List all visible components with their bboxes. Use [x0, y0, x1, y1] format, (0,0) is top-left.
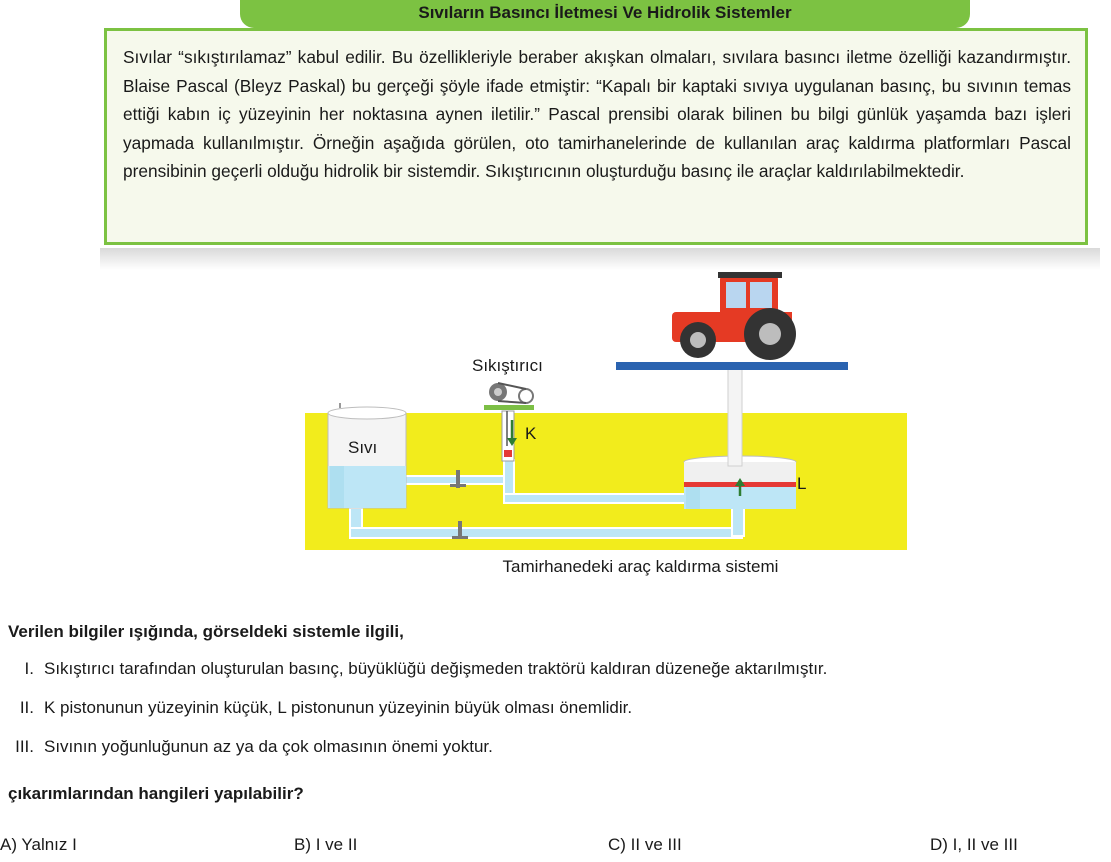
- diagram-caption: Tamirhanedeki araç kaldırma sistemi: [502, 557, 779, 576]
- option-c[interactable]: C) II ve III: [608, 835, 682, 854]
- option-b[interactable]: B) I ve II: [294, 835, 358, 854]
- piston-l-label: L: [797, 474, 807, 493]
- hydraulic-diagram: [300, 270, 920, 560]
- tractor-graphic: [672, 272, 796, 360]
- statement-text: Sıkıştırıcı tarafından oluşturulan basınç, büyüklüğü değişmeden traktörü kaldıran düzeneğe aktarılmıştır.: [44, 659, 828, 678]
- option-d[interactable]: D) I, II ve III: [930, 835, 1018, 854]
- statement-number: I.: [24, 659, 34, 678]
- question-intro: Verilen bilgiler ışığında, görseldeki sistemle ilgili,: [8, 622, 404, 641]
- info-text: Sıvılar “sıkıştırılamaz” kabul edilir. Bu özellikleriyle beraber akışkan olmaları, sıvılara basıncı iletme özelliği kazandırmıştır. Blaise Pascal (Bleyz Paskal) bu gerçeği şöyle ifade etmiştir: “Kapalı bir kaptaki sıvıya uygulanan basınç, bu sıvının temas ettiği kabın iç yüzeyinin her noktasına aynen iletilir.” Pascal prensibi olarak bilinen bu bilgi günlük yaşamda bazı işleri yapmada kullanılmıştır. Örneğin aşağıda görülen, oto tamirhanelerinde de kullanılan araç kaldırma platformları Pascal prensibinin geçerli olduğu hidrolik bir sistemdir. Sıkıştırıcının oluşturduğu basınç ile araçlar kaldırılabilmektedir.: [123, 47, 1071, 182]
- statement-text: K pistonunun yüzeyinin küçük, L pistonunun yüzeyinin büyük olması önemlidir.: [44, 698, 633, 717]
- statement-number: II.: [19, 698, 34, 717]
- statement-number: III.: [15, 737, 34, 756]
- info-box: [104, 28, 1088, 245]
- compressor-label: Sıkıştırıcı: [472, 356, 543, 375]
- piston-k-label: K: [525, 424, 537, 443]
- question-ask: çıkarımlarından hangileri yapılabilir?: [8, 784, 304, 803]
- hydraulic-diagram-svg: [300, 270, 920, 560]
- info-box-shadow: [100, 248, 1100, 270]
- section-title: Sıvıların Basıncı İletmesi Ve Hidrolik Sistemler: [418, 3, 792, 22]
- section-title-tab: [240, 0, 970, 28]
- tank-label: Sıvı: [348, 438, 378, 457]
- lift-platform: [616, 362, 848, 370]
- option-a[interactable]: A) Yalnız I: [0, 835, 77, 854]
- statement-text: Sıvının yoğunluğunun az ya da çok olmasının önemi yoktur.: [44, 737, 493, 756]
